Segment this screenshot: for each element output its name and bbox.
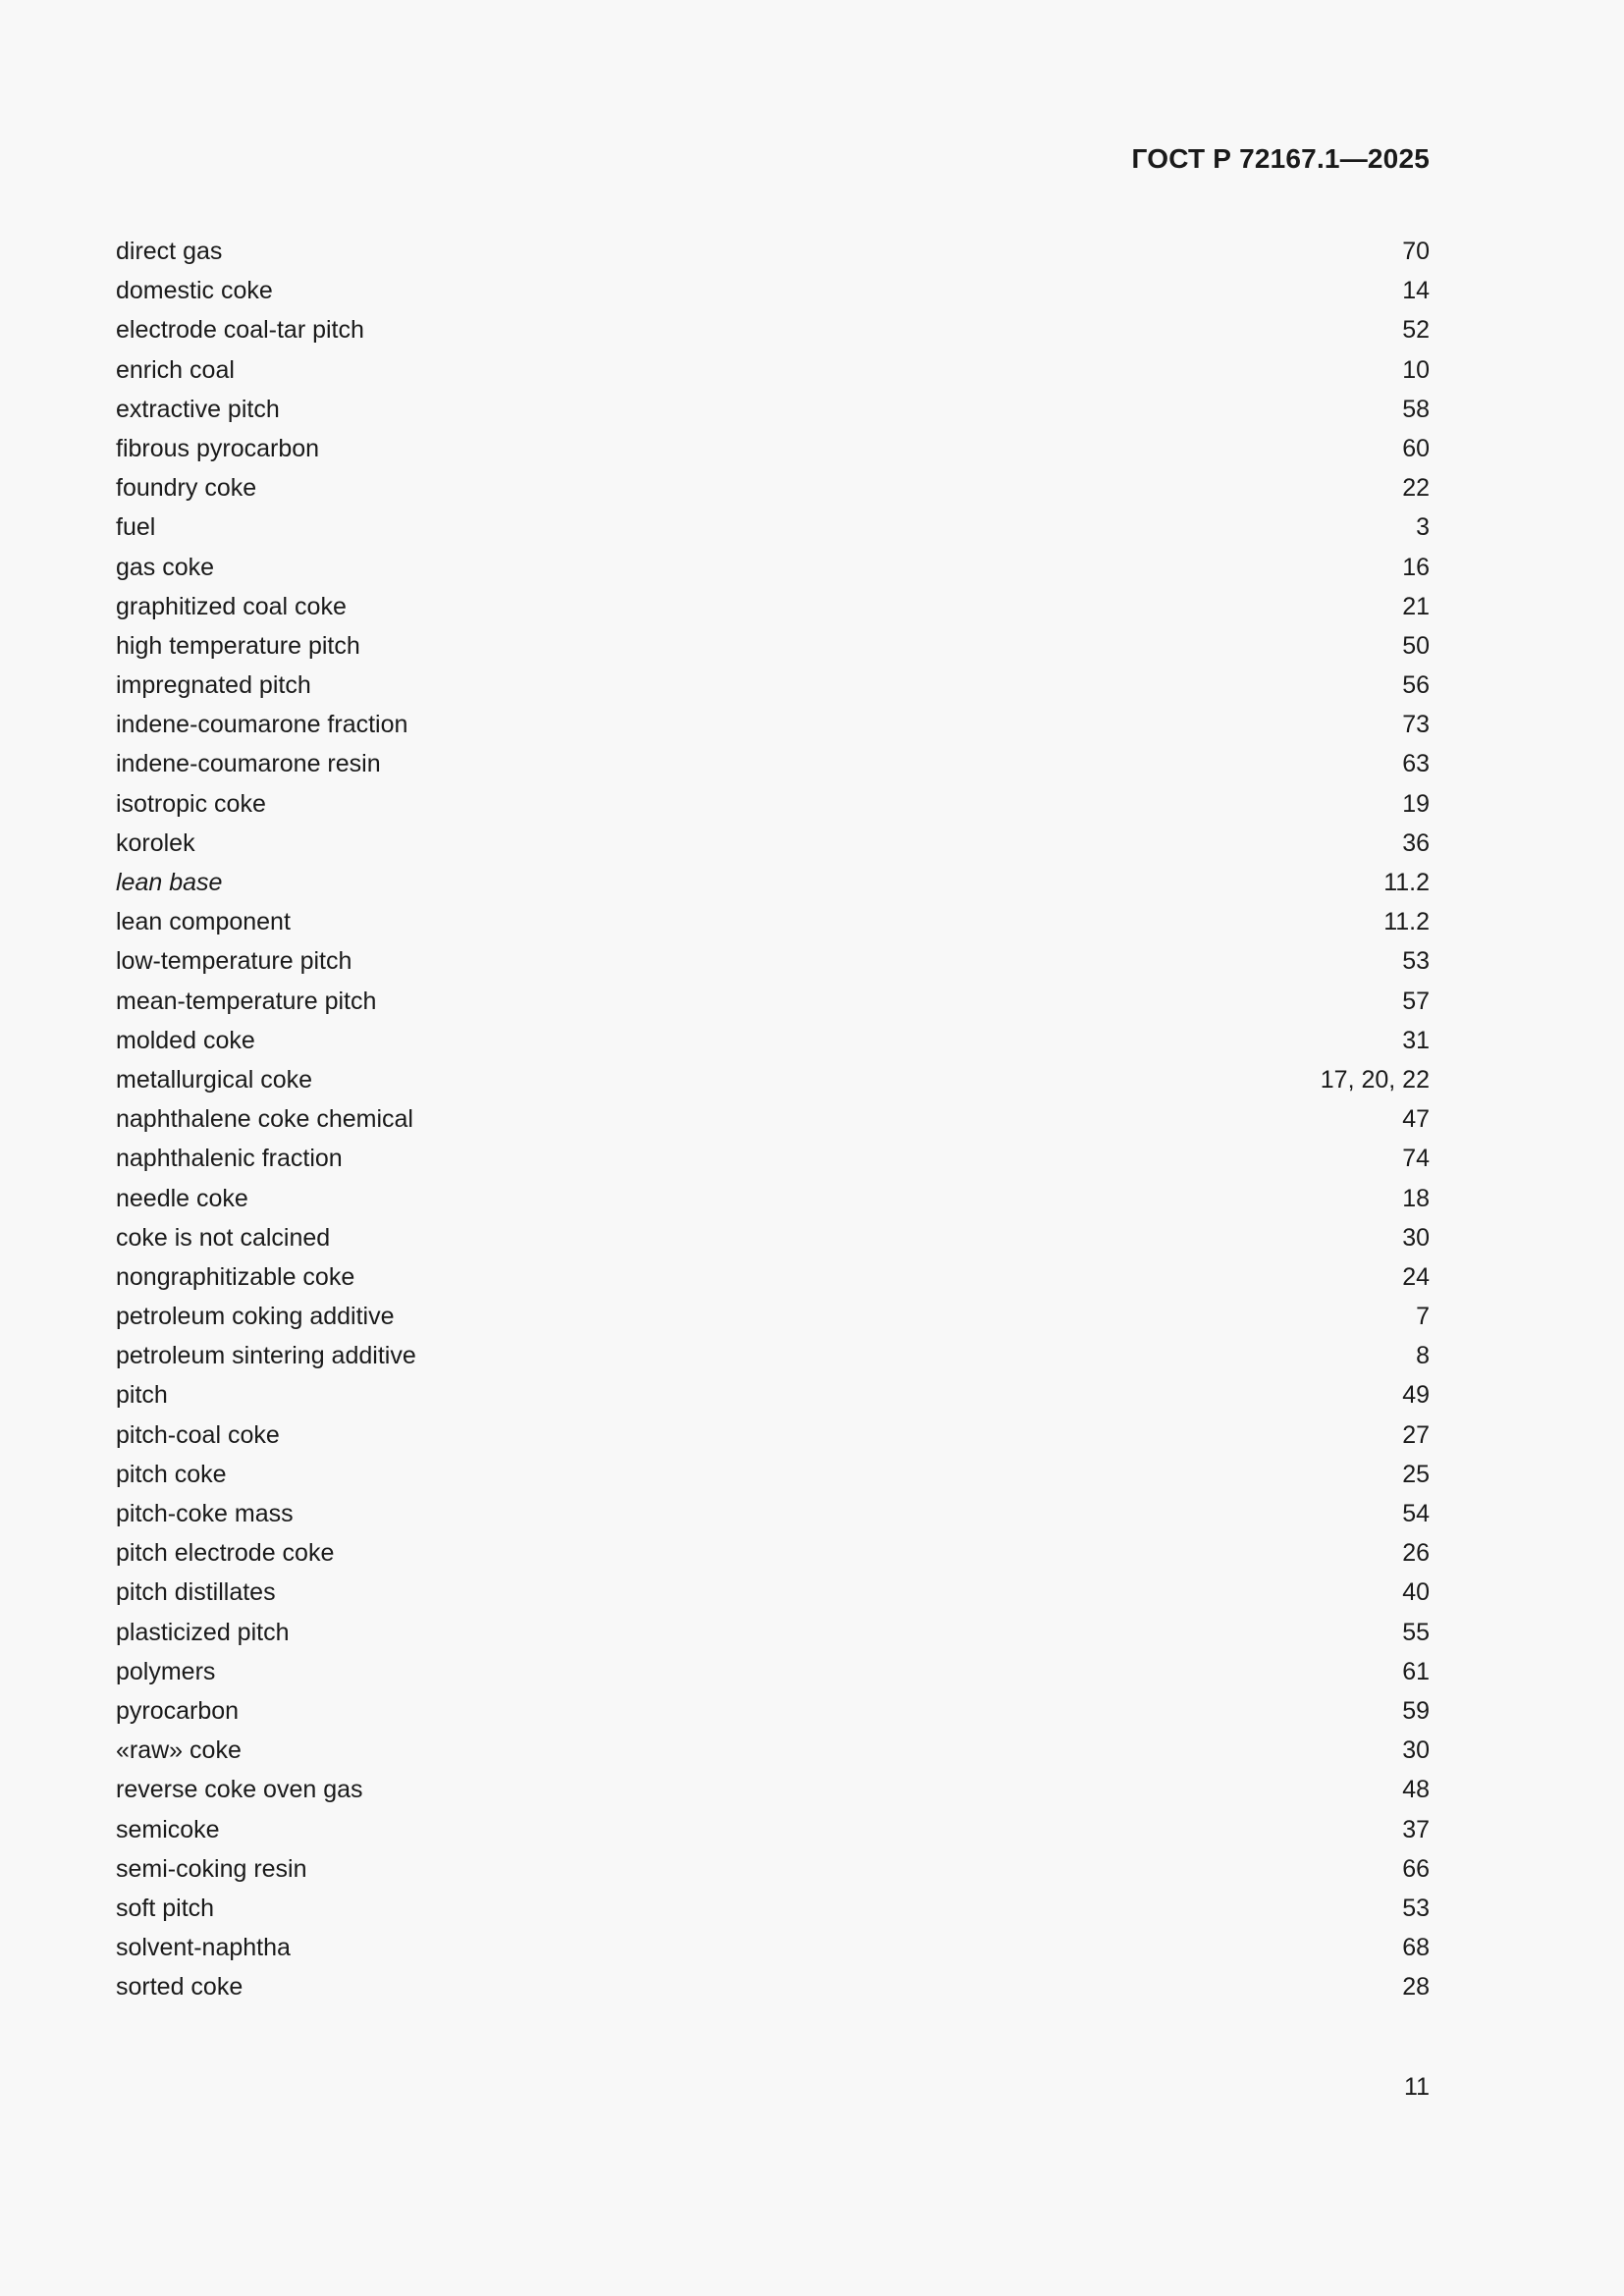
index-term: plasticized pitch: [116, 1618, 290, 1646]
index-term: needle coke: [116, 1184, 248, 1212]
index-reference-number: 56: [1402, 671, 1430, 700]
index-entry: [116, 472, 1430, 511]
index-entry: [116, 1617, 1430, 1656]
index-reference-number: 50: [1402, 631, 1430, 660]
index-term: petroleum sintering additive: [116, 1342, 416, 1370]
index-entry: [116, 1143, 1430, 1182]
index-entry: [116, 1025, 1430, 1064]
index-entry: [116, 1853, 1430, 1893]
index-reference-number: 17, 20, 22: [1320, 1065, 1430, 1094]
index-term: metallurgical coke: [116, 1065, 313, 1094]
index-term: solvent-naphtha: [116, 1934, 291, 1962]
index-term: electrode coal-tar pitch: [116, 316, 364, 345]
index-entry: [116, 1301, 1430, 1340]
index-entry: [116, 511, 1430, 551]
index-entry: [116, 1814, 1430, 1853]
index-term: korolek: [116, 828, 195, 857]
index-entry: [116, 867, 1430, 906]
index-entry: [116, 748, 1430, 787]
index-entry: [116, 1537, 1430, 1576]
index-term: mean-temperature pitch: [116, 987, 377, 1015]
index-term: extractive pitch: [116, 395, 280, 423]
index-entry: [116, 1774, 1430, 1813]
index-reference-number: 60: [1402, 434, 1430, 462]
index-entry: [116, 1183, 1430, 1222]
index-reference-number: 58: [1402, 395, 1430, 423]
index-term: nongraphitizable coke: [116, 1262, 355, 1291]
index-entry: [116, 1932, 1430, 1971]
index-reference-number: 31: [1402, 1026, 1430, 1054]
document-code: ГОСТ Р 72167.1—2025: [1131, 143, 1430, 174]
index-entry: [116, 1498, 1430, 1537]
index-term: pyrocarbon: [116, 1696, 240, 1725]
index-reference-number: 18: [1402, 1184, 1430, 1212]
index-term: pitch coke: [116, 1460, 227, 1488]
index-entry: [116, 1656, 1430, 1695]
index-term: naphthalenic fraction: [116, 1145, 343, 1173]
index-reference-number: 11.2: [1383, 908, 1430, 936]
index-reference-number: 54: [1402, 1500, 1430, 1527]
index-reference-number: 26: [1402, 1539, 1430, 1568]
index-entry: [116, 669, 1430, 709]
index-reference-number: 73: [1402, 711, 1430, 739]
index-entry: [116, 1459, 1430, 1498]
index-term: indene-coumarone resin: [116, 750, 381, 778]
index-term: fuel: [116, 513, 156, 542]
index-reference-number: 37: [1402, 1815, 1430, 1843]
index-term: semicoke: [116, 1815, 220, 1843]
index-reference-number: 30: [1402, 1223, 1430, 1252]
index-entry: [116, 1064, 1430, 1103]
index-entry: [116, 552, 1430, 591]
index-term: molded coke: [116, 1026, 255, 1054]
index-entry: [116, 354, 1430, 394]
index-term: pitch-coke mass: [116, 1500, 294, 1527]
index-entry: [116, 1103, 1430, 1143]
index-entry: [116, 236, 1430, 275]
index-entry: [116, 945, 1430, 985]
index-entry: [116, 314, 1430, 353]
index-term: pitch: [116, 1381, 168, 1410]
index-term: gas coke: [116, 553, 215, 581]
index-term: direct gas: [116, 238, 223, 265]
index-reference-number: 28: [1402, 1973, 1430, 2002]
index-term: lean component: [116, 908, 291, 936]
index-reference-number: 19: [1402, 789, 1430, 818]
page-number: 11: [1404, 2073, 1430, 2101]
index-term: impregnated pitch: [116, 671, 311, 700]
index-reference-number: 74: [1402, 1145, 1430, 1173]
index-reference-number: 53: [1402, 1894, 1430, 1922]
index-reference-number: 48: [1402, 1776, 1430, 1804]
index-entry: [116, 1222, 1430, 1261]
index-entry: [116, 986, 1430, 1025]
index-reference-number: 3: [1416, 513, 1430, 542]
index-reference-number: 57: [1402, 987, 1430, 1015]
index-reference-number: 27: [1402, 1420, 1430, 1449]
index-term: coke is not calcined: [116, 1223, 331, 1252]
index-entry: [116, 1419, 1430, 1459]
index-term: polymers: [116, 1657, 216, 1685]
index-entry: [116, 1379, 1430, 1418]
index-term: foundry coke: [116, 474, 257, 503]
index-entry: [116, 1261, 1430, 1301]
index-entry: [116, 394, 1430, 433]
index-entry: [116, 1576, 1430, 1616]
index-term: isotropic coke: [116, 789, 266, 818]
index-entry: [116, 828, 1430, 867]
index-reference-number: 70: [1402, 238, 1430, 265]
index-reference-number: 47: [1402, 1105, 1430, 1134]
index-term: graphitized coal coke: [116, 592, 347, 620]
index-entry: [116, 1340, 1430, 1379]
index-entry: [116, 433, 1430, 472]
index-term: soft pitch: [116, 1894, 215, 1922]
index-term: semi-coking resin: [116, 1854, 307, 1883]
index-reference-number: 7: [1416, 1303, 1430, 1331]
index-term: enrich coal: [116, 355, 235, 384]
index-entry: [116, 709, 1430, 748]
index-term: sorted coke: [116, 1973, 244, 2002]
index-term: high temperature pitch: [116, 631, 360, 660]
index-reference-number: 52: [1402, 316, 1430, 345]
index-term: fibrous pyrocarbon: [116, 434, 320, 462]
index-reference-number: 24: [1402, 1262, 1430, 1291]
index-term: «raw» coke: [116, 1736, 242, 1765]
index-reference-number: 53: [1402, 947, 1430, 976]
index-term: pitch electrode coke: [116, 1539, 335, 1568]
index-entry: [116, 1695, 1430, 1735]
index-reference-number: 16: [1402, 553, 1430, 581]
index-term: reverse coke oven gas: [116, 1776, 363, 1804]
index-reference-number: 25: [1402, 1460, 1430, 1488]
index-reference-number: 21: [1402, 592, 1430, 620]
index-term: indene-coumarone fraction: [116, 711, 408, 739]
index-term: petroleum coking additive: [116, 1303, 395, 1331]
index-reference-number: 61: [1402, 1657, 1430, 1685]
index-reference-number: 66: [1402, 1854, 1430, 1883]
index-term: low-temperature pitch: [116, 947, 352, 976]
index-list: [116, 236, 1430, 2010]
index-reference-number: 10: [1402, 355, 1430, 384]
index-entry: [116, 591, 1430, 630]
index-reference-number: 22: [1402, 474, 1430, 503]
index-entry: [116, 275, 1430, 314]
index-reference-number: 55: [1402, 1618, 1430, 1646]
index-entry: [116, 630, 1430, 669]
index-reference-number: 14: [1402, 277, 1430, 305]
index-reference-number: 68: [1402, 1934, 1430, 1962]
index-reference-number: 63: [1402, 750, 1430, 778]
index-reference-number: 36: [1402, 828, 1430, 857]
index-reference-number: 11.2: [1383, 869, 1430, 896]
index-term: naphthalene coke chemical: [116, 1105, 413, 1134]
index-reference-number: 49: [1402, 1381, 1430, 1410]
index-term: lean base: [116, 869, 223, 896]
index-term: pitch-coal coke: [116, 1420, 280, 1449]
index-entry: [116, 788, 1430, 828]
index-entry: [116, 906, 1430, 945]
index-term: pitch distillates: [116, 1578, 276, 1607]
index-term: domestic coke: [116, 277, 273, 305]
index-entry: [116, 1971, 1430, 2010]
index-entry: [116, 1735, 1430, 1774]
index-reference-number: 40: [1402, 1578, 1430, 1607]
index-reference-number: 8: [1416, 1342, 1430, 1370]
index-reference-number: 30: [1402, 1736, 1430, 1765]
index-reference-number: 59: [1402, 1696, 1430, 1725]
index-entry: [116, 1893, 1430, 1932]
